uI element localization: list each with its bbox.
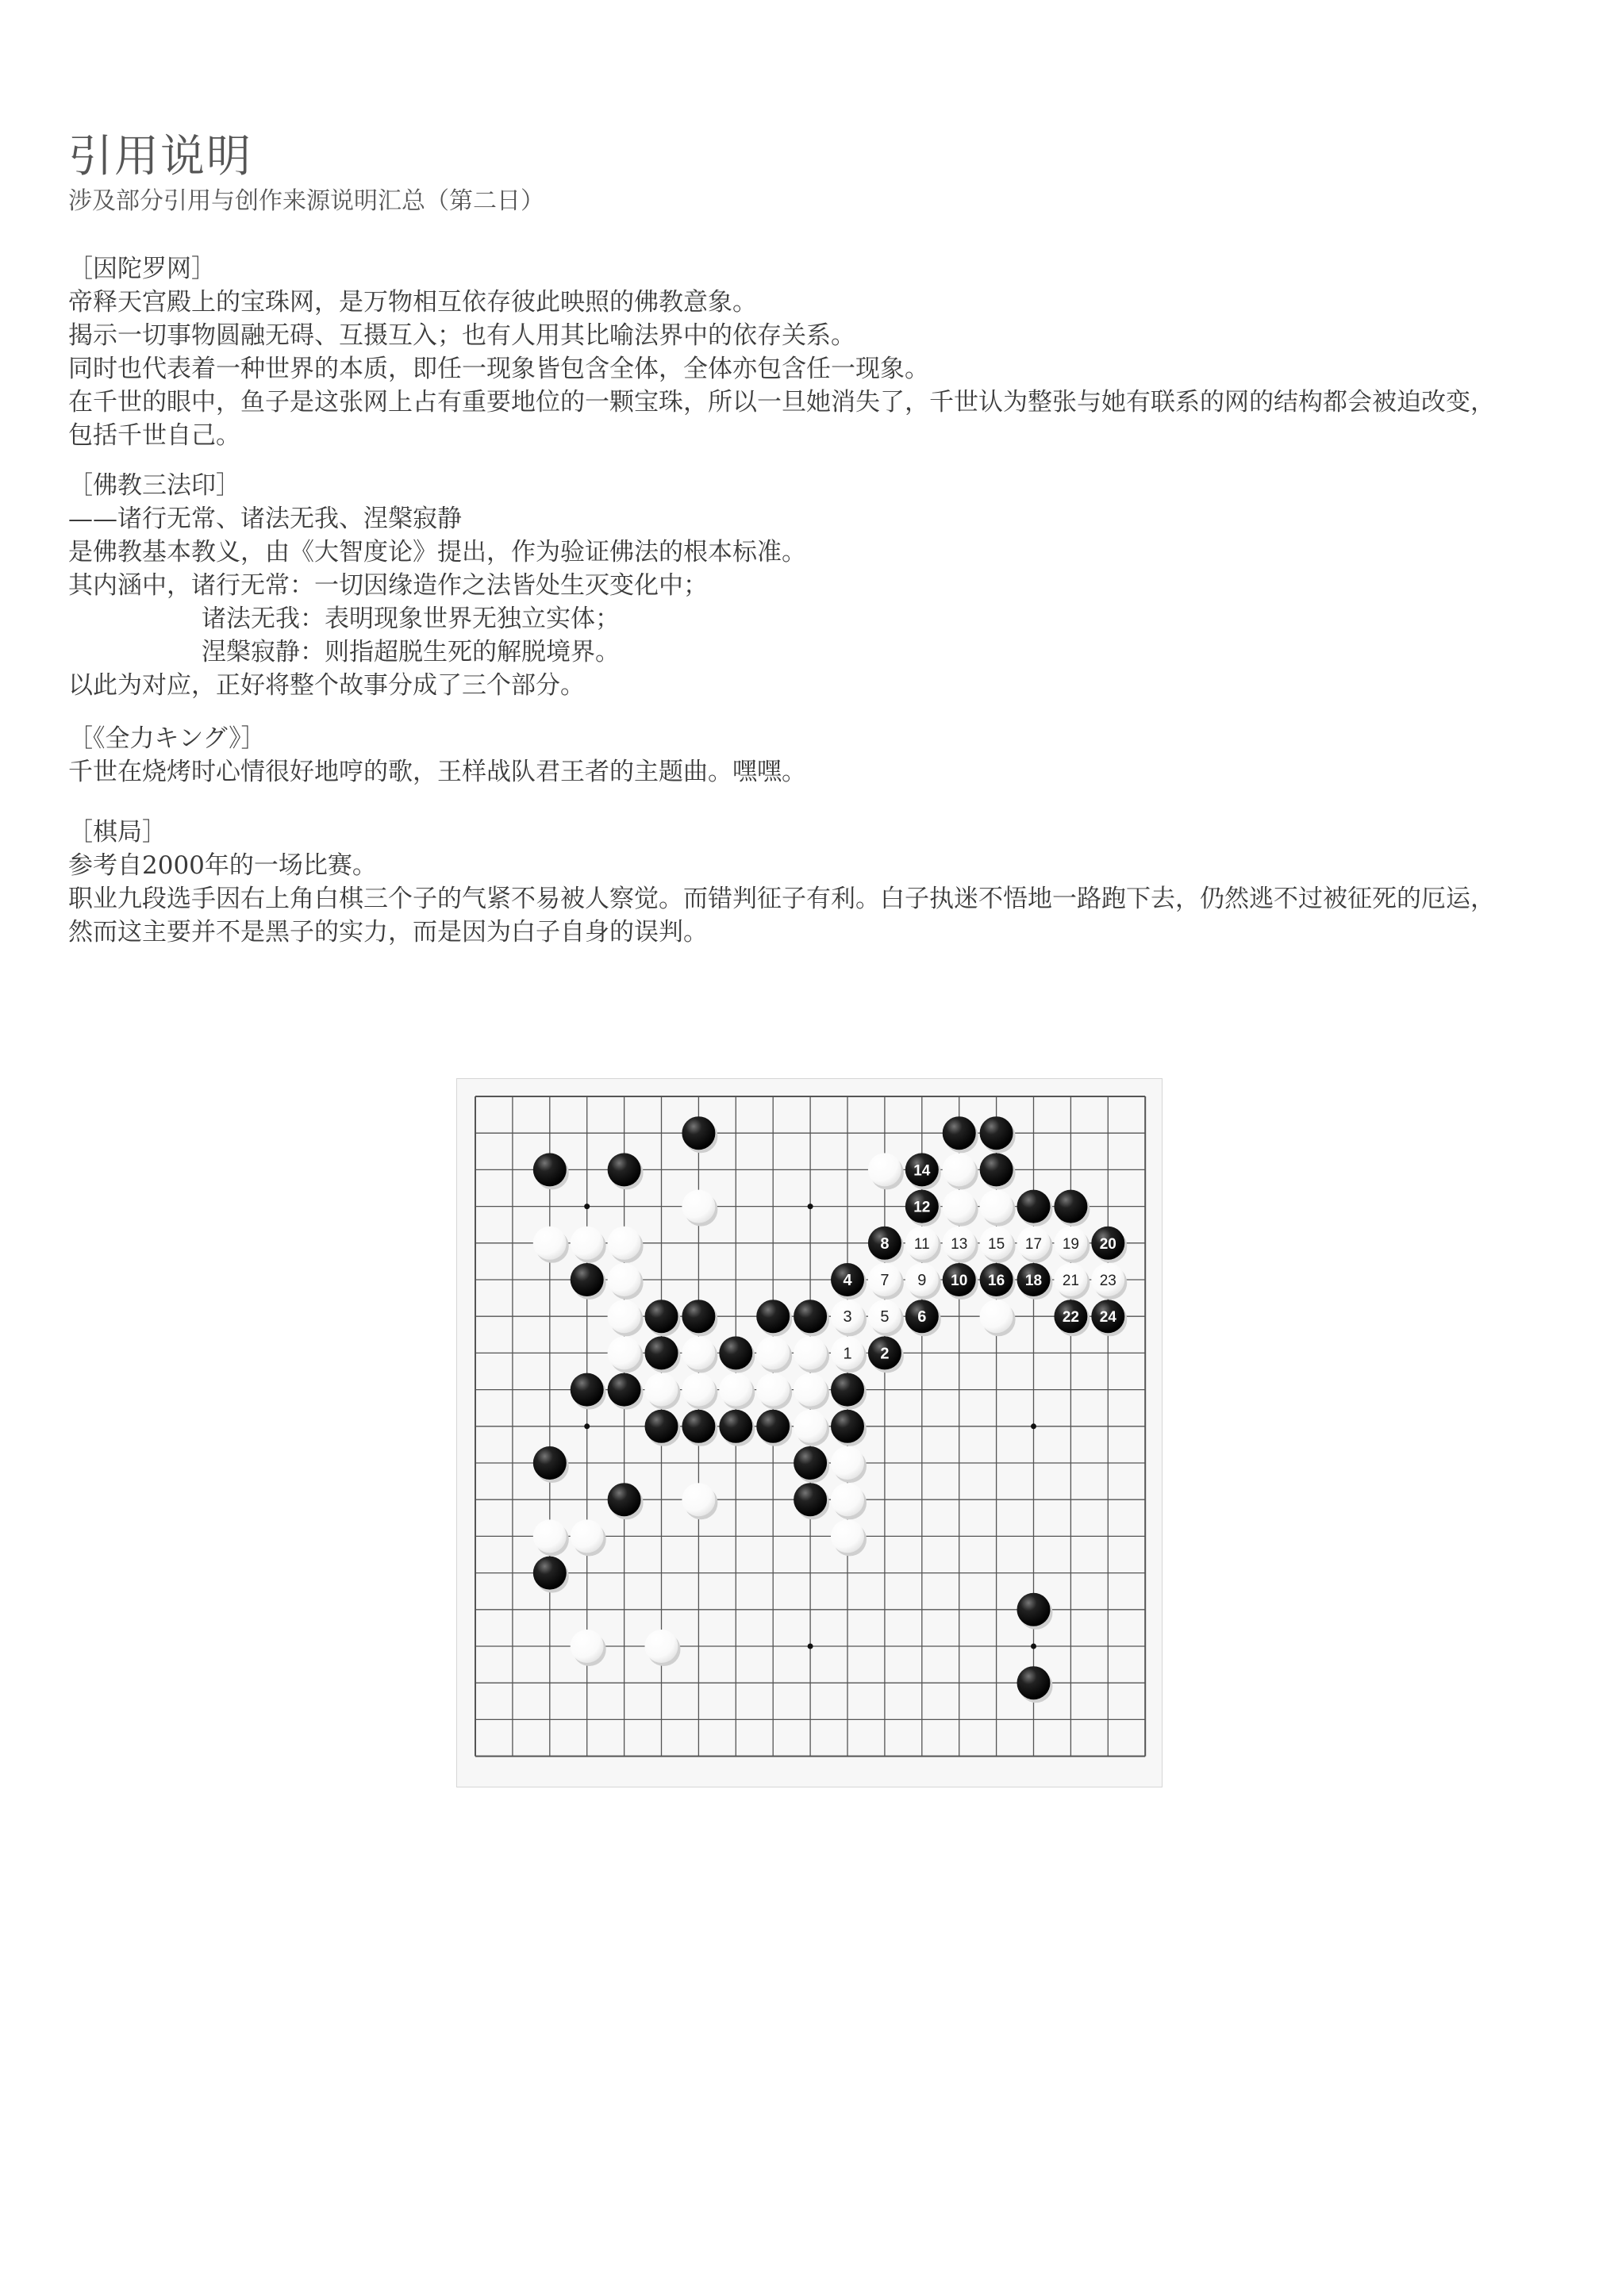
black-stone [794, 1300, 827, 1333]
black-stone [608, 1373, 641, 1407]
black-stone [682, 1300, 715, 1333]
black-stone [645, 1300, 678, 1333]
section-go-game [68, 816, 1495, 949]
white-stone [571, 1227, 604, 1260]
white-stone [719, 1373, 752, 1407]
black-stone [1054, 1190, 1087, 1223]
white-stone [756, 1336, 790, 1369]
paragraph-line: 然而这主要并不是黑子的实力，而是因为白子自身的误判。 [68, 918, 708, 946]
paragraph-line: 涅槃寂静：则指超脱生死的解脱境界。 [202, 638, 620, 666]
star-point [1031, 1423, 1036, 1429]
black-stone [1017, 1593, 1051, 1626]
black-stone [533, 1153, 567, 1186]
white-stone [794, 1336, 827, 1369]
white-stone [645, 1373, 678, 1407]
go-board-svg [457, 1079, 1163, 1788]
move-number: 13 [951, 1235, 968, 1253]
white-stone [943, 1153, 976, 1186]
move-number: 10 [951, 1273, 968, 1289]
white-stone [608, 1263, 641, 1296]
section-three-seals [68, 469, 806, 702]
white-stone [831, 1519, 864, 1553]
paragraph-line: 包括千世自己。 [68, 421, 240, 450]
move-number: 5 [880, 1308, 890, 1327]
section-song [68, 722, 806, 789]
black-stone [831, 1410, 864, 1443]
white-stone [608, 1227, 641, 1260]
star-point [808, 1644, 813, 1649]
paragraph-line: 参考自2000年的一场比赛。 [68, 851, 377, 880]
white-stone [533, 1519, 567, 1553]
black-stone [1017, 1190, 1051, 1223]
white-stone [868, 1153, 901, 1186]
black-stone [571, 1373, 604, 1407]
move-number: 21 [1062, 1273, 1079, 1289]
black-stone [533, 1557, 567, 1590]
move-number: 6 [917, 1308, 927, 1327]
black-stone [719, 1410, 752, 1443]
move-number: 14 [913, 1162, 931, 1180]
white-stone [571, 1630, 604, 1663]
black-stone [645, 1336, 678, 1369]
white-stone [682, 1373, 715, 1407]
section-indra-net [68, 252, 1495, 452]
black-stone [682, 1410, 715, 1443]
black-stone [682, 1116, 715, 1150]
black-stone [980, 1116, 1013, 1150]
white-stone [980, 1190, 1013, 1223]
white-stone [794, 1410, 827, 1443]
go-board-diagram [456, 1078, 1163, 1787]
section-heading: ［棋局］ [68, 818, 167, 847]
black-stone [943, 1116, 976, 1150]
move-number: 24 [1099, 1309, 1116, 1327]
black-stone [608, 1483, 641, 1516]
paragraph-line: 其内涵中，诸行无常：一切因缘造作之法皆处生灭变化中； [68, 571, 708, 600]
black-stone [719, 1336, 752, 1369]
paragraph-line: 千世在烧烤时心情很好地哼的歌，王样战队君王者的主题曲。嘿嘿。 [68, 758, 806, 786]
move-number: 9 [917, 1272, 927, 1289]
paragraph-line: 职业九段选手因右上角白棋三个子的气紧不易被人察觉。而错判征子有利。白子执迷不悟地一路跑下去，仍然逃不过被征死的厄运， [68, 885, 1495, 913]
black-stone [980, 1153, 1013, 1186]
move-number: 19 [1062, 1235, 1079, 1253]
white-stone [645, 1630, 678, 1663]
paragraph-line: 诸法无我：表明现象世界无独立实体； [202, 605, 620, 633]
move-number: 11 [913, 1235, 930, 1253]
move-number: 22 [1062, 1309, 1079, 1327]
star-point [584, 1423, 590, 1429]
white-stone [831, 1446, 864, 1480]
move-number: 18 [1024, 1273, 1043, 1289]
black-stone [756, 1410, 790, 1443]
black-stone [756, 1300, 790, 1333]
black-stone [571, 1263, 604, 1296]
white-stone [794, 1373, 827, 1407]
paragraph-line: 帝释天宫殿上的宝珠网，是万物相互依存彼此映照的佛教意象。 [68, 288, 757, 317]
white-stone [682, 1190, 715, 1223]
move-number: 2 [880, 1345, 890, 1363]
black-stone [1017, 1666, 1051, 1699]
move-number: 7 [880, 1272, 890, 1289]
white-stone [682, 1483, 715, 1516]
move-number: 23 [1099, 1273, 1116, 1289]
page-subtitle: 涉及部分引用与创作来源说明汇总（第二日） [68, 187, 544, 215]
move-number: 16 [988, 1273, 1005, 1289]
page-title: 引用说明 [68, 131, 252, 182]
white-stone [943, 1190, 976, 1223]
white-stone [533, 1227, 567, 1260]
move-number: 20 [1099, 1235, 1116, 1253]
black-stone [831, 1373, 864, 1407]
white-stone [608, 1300, 641, 1333]
white-stone [571, 1519, 604, 1553]
move-number: 4 [843, 1272, 852, 1289]
paragraph-line: ——诸行无常、诸法无我、涅槃寂静 [68, 505, 462, 533]
star-point [1031, 1644, 1036, 1649]
white-stone [682, 1336, 715, 1369]
section-heading: ［《全力キング》］ [68, 724, 266, 753]
paragraph-line: 是佛教基本教义，由《大智度论》提出，作为验证佛法的根本标准。 [68, 538, 806, 566]
section-heading: ［因陀罗网］ [68, 255, 216, 283]
move-number: 1 [843, 1345, 852, 1363]
white-stone [831, 1483, 864, 1516]
black-stone [794, 1446, 827, 1480]
star-point [808, 1204, 813, 1209]
paragraph-line: 揭示一切事物圆融无碍、互摄互入；也有人用其比喻法界中的依存关系。 [68, 321, 855, 350]
black-stone [645, 1410, 678, 1443]
move-number: 17 [1024, 1235, 1043, 1253]
black-stone [794, 1483, 827, 1516]
white-stone [608, 1336, 641, 1369]
paragraph-line: 同时也代表着一种世界的本质，即任一现象皆包含全体，全体亦包含任一现象。 [68, 355, 929, 383]
move-number: 8 [880, 1234, 890, 1253]
white-stone [756, 1373, 790, 1407]
paragraph-line: 以此为对应，正好将整个故事分成了三个部分。 [68, 671, 585, 700]
star-point [584, 1204, 590, 1209]
white-stone [980, 1300, 1013, 1333]
section-heading: ［佛教三法印］ [68, 471, 240, 500]
black-stone [608, 1153, 641, 1186]
move-number: 15 [988, 1235, 1005, 1253]
black-stone [533, 1446, 567, 1480]
move-number: 3 [843, 1308, 852, 1327]
move-number: 12 [913, 1199, 931, 1216]
paragraph-line: 在千世的眼中，鱼子是这张网上占有重要地位的一颗宝珠，所以一旦她消失了，千世认为整张与她有联系的网的结构都会被迫改变， [68, 388, 1495, 417]
